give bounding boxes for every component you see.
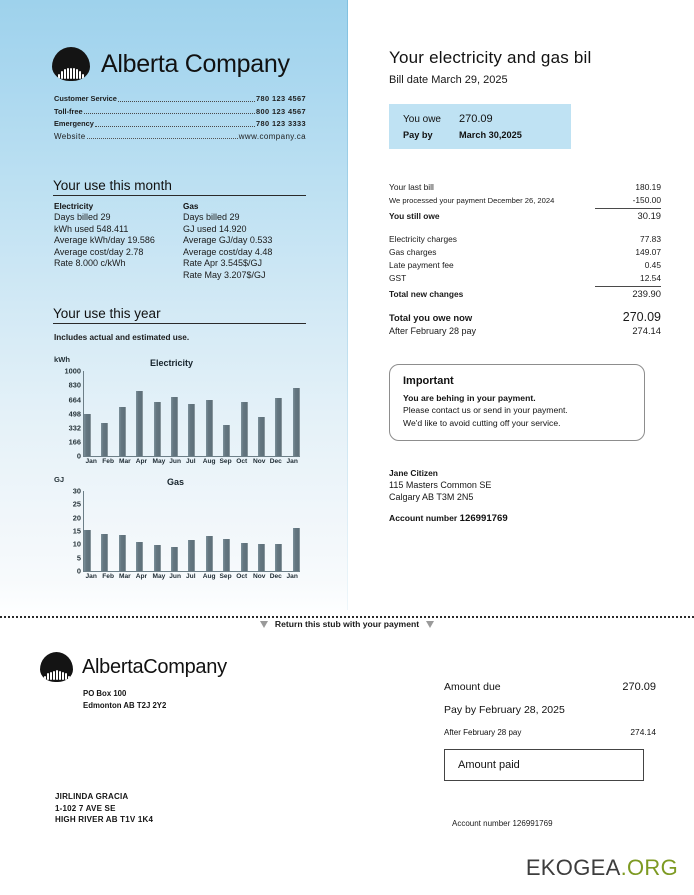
x-tick-label: Jun <box>169 573 181 580</box>
stub-amount-due-value: 270.09 <box>622 681 656 693</box>
charge-value: 77.83 <box>640 234 661 244</box>
electricity-usage-title: Electricity <box>54 202 94 211</box>
account-number-line <box>389 513 681 524</box>
y-tick-label: 830 <box>68 380 81 390</box>
contact-row-emergency <box>54 119 306 128</box>
y-tick-label: 5 <box>76 553 81 563</box>
contact-value: 800 123 4567 <box>255 106 306 116</box>
stub-company-name: AlbertaCompany <box>82 655 227 678</box>
chart-bar <box>154 545 161 571</box>
x-tick-label: Oct <box>236 458 248 465</box>
important-heading: Important <box>403 375 454 387</box>
gas-usage-line: Days billed 29 <box>183 212 240 222</box>
leader-dots <box>95 122 255 127</box>
customer-address-block <box>389 467 681 503</box>
chart-bar <box>154 402 161 456</box>
charge-label: You still owe <box>389 211 440 221</box>
important-notice-box <box>389 364 645 441</box>
y-tick-label: 20 <box>72 513 81 523</box>
electricity-chart-plot <box>83 371 300 457</box>
stub-pay-by-row <box>444 704 656 716</box>
x-tick-label: Nov <box>253 573 266 580</box>
perforation-cut-line <box>0 616 694 618</box>
y-tick-label: 664 <box>68 395 81 405</box>
important-line-2: Please contact us or send in your payment. <box>403 405 568 416</box>
chart-bar <box>188 540 195 571</box>
x-tick-label: Jul <box>186 573 196 580</box>
leader-dots <box>87 134 238 139</box>
contact-label: Website <box>54 131 86 141</box>
x-tick-label: Nov <box>253 458 266 465</box>
section-heading-use-this-year: Your use this year <box>53 306 306 324</box>
charge-value: 0.45 <box>644 260 661 270</box>
account-number-label: Account number <box>389 513 458 524</box>
gas-bar-chart <box>54 475 309 587</box>
contact-row-toll-free <box>54 107 306 116</box>
company-brand <box>52 47 290 81</box>
chart-bar <box>119 407 126 456</box>
chart-bar <box>84 530 91 571</box>
x-tick-label: Jan <box>85 458 97 465</box>
charge-row-late-fee <box>389 259 661 272</box>
y-tick-label: 25 <box>72 499 81 509</box>
x-tick-label: Aug <box>202 573 216 580</box>
x-tick-label: Jan <box>286 458 298 465</box>
electricity-usage-line: Average kWh/day 19.586 <box>54 235 155 246</box>
charge-value: -150.00 <box>595 194 661 209</box>
website-value[interactable]: www.company.ca <box>238 131 306 141</box>
charge-row-after-due-date <box>389 324 661 338</box>
amount-owing-box <box>389 104 571 149</box>
x-tick-label: May <box>152 458 166 465</box>
chart-bar <box>258 417 265 456</box>
y-tick-label: 166 <box>68 437 81 447</box>
charge-label: Gas charges <box>389 247 437 257</box>
charge-row-total-new <box>389 287 661 301</box>
stub-amount-due-label: Amount due <box>444 681 501 693</box>
charge-label: We processed your payment December 26, 2024 <box>389 196 555 205</box>
x-tick-label: Dec <box>269 458 282 465</box>
chart-bar <box>275 398 282 456</box>
electricity-chart-title: Electricity <box>150 358 194 368</box>
customer-address-line-1: 115 Masters Common SE <box>389 480 492 491</box>
gas-usage-line: GJ used 14.920 <box>183 223 247 234</box>
company-name: Alberta Company <box>101 49 290 78</box>
charge-value: 239.90 <box>632 288 661 299</box>
electricity-chart-unit: kWh <box>54 355 71 364</box>
gas-chart-y-axis <box>54 486 81 576</box>
gas-usage-line: Rate Apr 3.545$/GJ <box>183 258 263 269</box>
chart-bar <box>241 543 248 571</box>
contact-row-website <box>54 132 306 141</box>
chart-bar <box>101 423 108 456</box>
chart-bar <box>84 414 91 456</box>
watermark-part-1: EKOGEA <box>525 855 621 880</box>
stub-payment-details <box>444 681 656 781</box>
stub-company-address-line-1: PO Box 100 <box>83 689 127 698</box>
x-tick-label: Jan <box>85 573 97 580</box>
amount-paid-input[interactable] <box>444 749 644 781</box>
gas-usage-title: Gas <box>183 202 199 211</box>
chart-bar <box>136 542 143 571</box>
important-line-3: We'd like to avoid cutting off your service. <box>403 417 561 428</box>
chart-bar <box>223 539 230 571</box>
x-tick-label: Apr <box>135 458 148 465</box>
stub-after-due-row <box>444 727 656 737</box>
contact-value: 780 123 3333 <box>255 119 306 129</box>
contact-row-customer-service <box>54 94 306 103</box>
charges-table <box>389 181 661 338</box>
stub-company-brand <box>40 652 227 682</box>
gas-chart-bars <box>84 491 300 571</box>
x-tick-label: May <box>152 573 166 580</box>
gas-usage-line: Rate May 3.207$/GJ <box>183 269 266 280</box>
charge-row-still-owe <box>389 209 661 223</box>
charge-label: Your last bill <box>389 182 434 192</box>
stub-after-value: 274.14 <box>630 727 656 737</box>
x-tick-label: Mar <box>119 573 131 580</box>
stub-account-number: Account number 126991769 <box>452 819 553 828</box>
x-tick-label: Sep <box>219 458 232 465</box>
leader-dots <box>118 97 255 102</box>
chart-bar <box>171 397 178 456</box>
contact-list <box>54 94 306 144</box>
usage-note: Includes actual and estimated use. <box>54 333 190 342</box>
y-tick-label: 15 <box>72 526 81 536</box>
gas-chart-plot <box>83 491 300 572</box>
x-tick-label: Mar <box>119 458 131 465</box>
sunburst-dome-logo-icon <box>40 652 73 682</box>
important-line-1: You are behing in your payment. <box>403 393 536 403</box>
x-tick-label: Feb <box>102 458 114 465</box>
x-tick-label: Dec <box>269 573 282 580</box>
charge-value: 30.19 <box>637 210 661 221</box>
electricity-chart-y-axis <box>54 366 81 461</box>
charge-value: 274.14 <box>632 325 661 336</box>
return-stub-instruction <box>0 619 694 629</box>
stub-pay-by-label: Pay by February 28, 2025 <box>444 704 565 716</box>
stub-customer-address-line-2: HIGH RIVER AB T1V 1K4 <box>55 815 154 824</box>
charge-value: 149.07 <box>635 247 661 257</box>
bill-summary-column <box>389 48 681 524</box>
sunburst-dome-logo-icon <box>52 47 90 81</box>
gas-usage-column <box>183 202 312 282</box>
charge-value: 12.54 <box>595 272 661 287</box>
chart-bar <box>293 388 300 456</box>
stub-customer-address-line-1: 1-102 7 AVE SE <box>55 803 116 813</box>
chart-bar <box>119 535 126 571</box>
contact-label: Customer Service <box>54 94 117 103</box>
x-tick-label: Feb <box>102 573 114 580</box>
charge-row-total-owing <box>389 311 661 324</box>
section-heading-use-this-month: Your use this month <box>53 178 306 196</box>
customer-name: Jane Citizen <box>389 468 438 479</box>
x-tick-label: Jan <box>286 573 298 580</box>
stub-company-address <box>83 688 166 711</box>
triangle-left-icon <box>260 621 268 628</box>
electricity-bar-chart <box>54 355 309 467</box>
contact-label: Emergency <box>54 119 94 129</box>
gas-chart-unit: GJ <box>54 475 65 484</box>
chart-bar <box>101 534 108 571</box>
pay-by-date: March 30,2025 <box>459 130 522 140</box>
gas-chart-x-axis <box>85 573 298 580</box>
electricity-usage-line: Average cost/day 2.78 <box>54 246 144 257</box>
y-tick-label: 0 <box>76 566 81 576</box>
you-owe-label: You owe <box>403 114 441 125</box>
gas-usage-line: Average GJ/day 0.533 <box>183 235 273 246</box>
charge-row-gas <box>389 246 661 259</box>
chart-bar <box>206 536 213 571</box>
charge-label: After February 28 pay <box>389 326 477 336</box>
contact-value: 780 123 4567 <box>255 94 306 103</box>
charge-row-electricity <box>389 233 661 246</box>
pay-by-row <box>403 130 571 140</box>
charge-row-payment <box>389 194 661 209</box>
account-number-value: 126991769 <box>459 513 508 525</box>
charge-row-last-bill <box>389 181 661 194</box>
charge-label: GST <box>389 273 407 283</box>
electricity-usage-line: Days billed 29 <box>54 212 111 222</box>
electricity-usage-column <box>54 202 183 282</box>
stub-customer-address <box>55 791 153 826</box>
bill-date: Bill date March 29, 2025 <box>389 74 508 86</box>
page-title: Your electricity and gas bil <box>389 48 592 67</box>
electricity-chart-x-axis <box>85 458 298 465</box>
electricity-usage-line: Rate 8.000 c/kWh <box>54 258 126 269</box>
you-owe-row <box>403 113 571 125</box>
contact-label: Toll-free <box>54 106 83 116</box>
charge-label: Total you owe now <box>389 312 473 323</box>
chart-bar <box>275 544 282 571</box>
watermark-part-2: .ORG <box>620 855 678 880</box>
customer-address-line-2: Calgary AB T3M 2N5 <box>389 492 474 503</box>
y-tick-label: 332 <box>68 423 81 433</box>
charge-value: 180.19 <box>635 182 661 192</box>
pay-by-label: Pay by <box>403 130 433 140</box>
y-tick-label: 10 <box>72 539 81 549</box>
x-tick-label: Oct <box>236 573 248 580</box>
charge-value: 270.09 <box>622 310 661 324</box>
charge-label: Electricity charges <box>389 234 457 244</box>
charge-label: Late payment fee <box>389 260 454 270</box>
chart-bar <box>258 544 265 571</box>
y-tick-label: 0 <box>76 451 81 461</box>
y-tick-label: 498 <box>68 409 81 419</box>
x-tick-label: Jun <box>169 458 181 465</box>
x-tick-label: Apr <box>135 573 148 580</box>
chart-bar <box>188 404 195 456</box>
monthly-usage-columns <box>54 202 312 282</box>
charge-label: Total new changes <box>389 289 464 299</box>
stub-company-address-line-2: Edmonton AB T2J 2Y2 <box>83 700 167 710</box>
x-tick-label: Aug <box>202 458 216 465</box>
x-tick-label: Sep <box>219 573 232 580</box>
stub-customer-name: JIRLINDA GRACIA <box>55 792 129 801</box>
chart-bar <box>293 528 300 571</box>
electricity-chart-bars <box>84 371 300 456</box>
stub-after-label: After February 28 pay <box>444 728 522 737</box>
chart-bar <box>171 547 178 571</box>
gas-usage-line: Average cost/day 4.48 <box>183 246 273 257</box>
y-tick-label: 30 <box>72 486 81 496</box>
gas-chart-title: Gas <box>167 477 185 487</box>
x-tick-label: Jul <box>186 458 196 465</box>
chart-bar <box>136 391 143 456</box>
return-stub-text: Return this stub with your payment <box>274 619 420 629</box>
charge-row-gst <box>389 272 661 287</box>
chart-bar <box>223 425 230 456</box>
chart-bar <box>206 400 213 456</box>
ekogea-watermark <box>526 855 678 881</box>
triangle-right-icon <box>426 621 434 628</box>
chart-bar <box>241 402 248 456</box>
amount-paid-label: Amount paid <box>458 759 520 771</box>
you-owe-amount: 270.09 <box>459 113 493 125</box>
stub-amount-due-row <box>444 681 656 693</box>
electricity-usage-line: kWh used 548.411 <box>54 223 129 234</box>
y-tick-label: 1000 <box>64 366 81 376</box>
leader-dots <box>84 109 255 114</box>
